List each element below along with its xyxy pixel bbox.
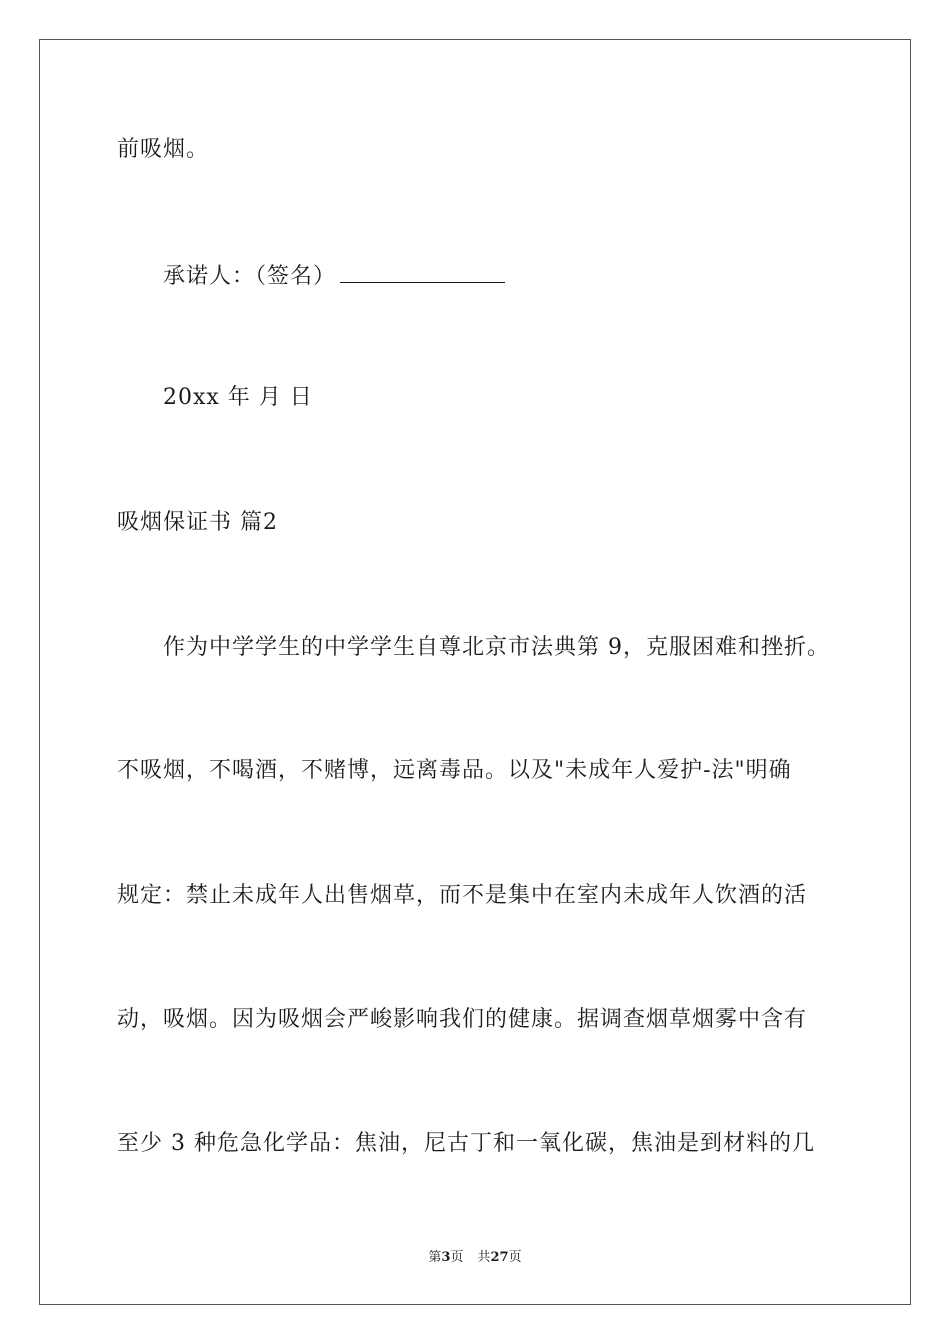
text-line-9: 至少 3 种危急化学品：焦油，尼古丁和一氧化碳，焦油是到材料的几 (117, 1131, 815, 1156)
text-line-7: 规定：禁止未成年人出售烟草，而不是集中在室内未成年人饮酒的活 (117, 883, 808, 908)
page-border (39, 39, 911, 1305)
section-heading: 吸烟保证书 篇2 (117, 510, 278, 535)
signature-label: 承诺人：（签名） (163, 264, 337, 289)
total-prefix: 共 (477, 1250, 491, 1265)
signature-blank (340, 260, 505, 283)
total-pages: 27 (490, 1250, 509, 1265)
date-line: 20xx 年 月 日 (163, 385, 313, 410)
page-prefix: 第 (428, 1250, 442, 1265)
page-number: 3 (441, 1250, 451, 1265)
text-line-1: 前吸烟。 (117, 137, 210, 162)
signature-line (163, 260, 505, 292)
page-footer (0, 1246, 950, 1265)
text-line-6: 不吸烟，不喝酒，不赌博，远离毒品。以及"未成年人爱护-法"明确 (117, 758, 792, 783)
page-suffix: 页 (450, 1250, 464, 1265)
total-suffix: 页 (508, 1250, 522, 1265)
text-line-8: 动，吸烟。因为吸烟会严峻影响我们的健康。据调查烟草烟雾中含有 (117, 1007, 808, 1032)
text-line-5: 作为中学学生的中学学生自尊北京市法典第 9，克服困难和挫折。 (163, 635, 830, 660)
